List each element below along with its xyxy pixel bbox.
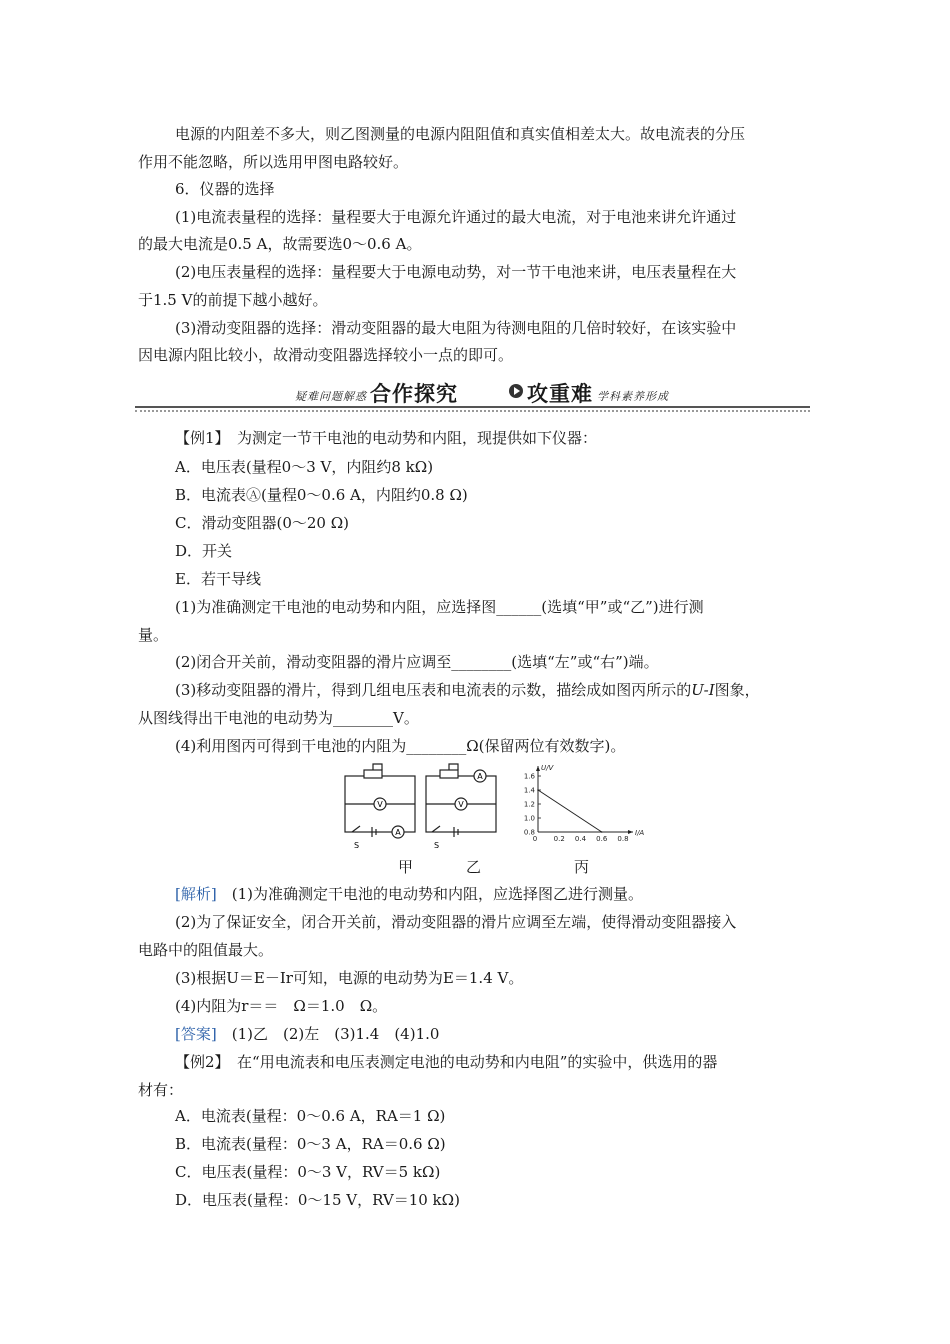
graph-x-axis-label: I/A [635,829,645,837]
graph-y-axis-label: U/V [541,764,554,772]
analysis-2-line-1: (2)为了保证安全，闭合开关前，滑动变阻器的滑片应调至左端，使得滑动变阻器接入 [175,913,737,931]
graph-y-tick-label: 1.4 [523,786,535,795]
example-1-question-1-line2: 量。 [138,626,169,644]
circuit-yi-slider [449,764,458,770]
example-1-heading: 【例1】 为测定一节干电池的电动势和内阻，现提供如下仪器： [175,429,598,447]
example-1-question-3-line1 [175,680,760,700]
graph-x-arrow [628,830,633,834]
q3-text-end: 图象， [714,681,760,699]
section-6-p1-line2: 的最大电流是0.5 A，故需要选0～0.6 A。 [138,235,422,253]
example-1-option-d: D．开关 [175,542,233,560]
example-2-heading-line2: 材有： [138,1081,184,1099]
example-1-question-3-line2: 从图线得出干电池的电动势为________V。 [138,709,419,727]
example-1-question-4: (4)利用图丙可得到干电池的内阻为________Ω(保留两位有效数字)。 [175,737,626,755]
example-1-option-c: C．滑动变阻器(0～20 Ω) [175,514,350,532]
graph-x-tick-label: 0.2 [553,835,565,843]
graph-y-tick-label: 1.2 [523,800,535,809]
graph-series-line [538,790,602,832]
section-banner [135,378,810,412]
circuit-and-graph-figure [340,762,660,854]
graph-y-tick-label: 1.6 [523,772,535,781]
example-2-option-c: C．电压表(量程：0～3 V，RV＝5 kΩ) [175,1163,441,1181]
banner-title-1: 合作探究 [370,382,458,406]
circuit-jia-s-label: S [354,841,360,850]
example-1-option-e: E．若干导线 [175,570,261,588]
graph-data-point [537,789,539,791]
section-6-title: 6．仪器的选择 [175,180,275,198]
answer-line [175,1024,439,1044]
example-1-option-b: B．电流表Ⓐ(量程0～0.6 A，内阻约0.8 Ω) [175,486,468,504]
section-6-p1-line1: (1)电流表量程的选择：量程要大于电源允许通过的最大电流，对于电池来讲允许通过 [175,208,737,226]
analysis-tag: [解析] [175,885,217,903]
example-2-heading: 【例2】 在“用电流表和电压表测定电池的电动势和内电阻”的实验中，供选用的器 [175,1053,718,1071]
banner-rule [135,406,810,408]
graph-y-tick-label: 0.8 [523,828,535,837]
graph-x-tick-label: 0.4 [574,835,587,843]
analysis-3: (3)根据U＝E－Ir可知，电源的电动势为E＝1.4 V。 [175,969,524,987]
analysis-1-text: (1)为准确测定干电池的电动势和内阻，应选择图乙进行测量。 [231,885,643,903]
example-1-question-2: (2)闭合开关前，滑动变阻器的滑片应调至________(选填“左”或“右”)端。 [175,653,659,671]
analysis-1-line-1 [175,884,643,904]
graph-x-tick-label: 0.6 [596,835,608,843]
circuit-jia-rheostat [364,770,382,778]
circuit-jia-a-label: A [395,828,401,837]
circuit-yi-v-label: V [458,800,464,809]
intro-line-2: 作用不能忽略，所以选用甲图电路较好。 [138,153,409,171]
example-1-question-1-line1: (1)为准确测定干电池的电动势和内阻，应选择图______(选填“甲”或“乙”)进行测 [175,598,704,616]
arrow-right-icon [509,384,523,398]
circuit-jia-slider [373,764,382,770]
graph-y-tick-label: 1.0 [523,814,535,823]
banner-dotted-rule [135,410,810,412]
section-6-p2-line2: 于1.5 V的前提下越小越好。 [138,291,328,309]
answer-text: (1)乙 (2)左 (3)1.4 (4)1.0 [231,1025,440,1043]
q3-ui-symbol: U-I [691,681,715,699]
circuit-jia-v-label: V [377,800,383,809]
graph-x-tick-label: 0 [532,835,538,843]
section-6-p2-line1: (2)电压表量程的选择：量程要大于电源电动势，对一节干电池来讲，电压表量程在大 [175,263,737,281]
graph-data-point [601,831,603,833]
example-2-option-b: B．电流表(量程：0～3 A，RA＝0.6 Ω) [175,1135,446,1153]
graph-x-tick-label: 0.8 [617,835,629,843]
analysis-2-line-2: 电路中的阻值最大。 [138,941,274,959]
intro-line-1: 电源的内阻差不多大，则乙图测量的电源内阻阻值和真实值相差太大。故电流表的分压 [175,125,746,143]
banner-right-caption: 学科素养形成 [597,390,669,403]
ui-graph [524,764,645,843]
graph-y-arrow [536,766,540,771]
figure-caption-jia: 甲 [398,858,414,876]
banner-title-2: 攻重难 [527,382,593,406]
example-2-option-a: A．电流表(量程：0～0.6 A，RA＝1 Ω) [175,1107,446,1125]
circuit-jia-switch [352,826,360,832]
answer-tag: [答案] [175,1025,217,1043]
circuit-yi-a-label: A [477,772,483,781]
circuit-yi-s-label: S [434,841,440,850]
figure-caption-yi: 乙 [466,858,482,876]
q3-text-start: (3)移动变阻器的滑片，得到几组电压表和电流表的示数，描绘成如图丙所示的 [175,681,692,699]
example-2-option-d: D．电压表(量程：0～15 V，RV＝10 kΩ) [175,1191,460,1209]
section-6-p3-line2: 因电源内阻比较小，故滑动变阻器选择较小一点的即可。 [138,346,514,364]
figure-caption-bing: 丙 [574,858,590,876]
circuit-yi-switch [432,826,440,832]
section-6-p3-line1: (3)滑动变阻器的选择：滑动变阻器的最大电阻为待测电阻的几倍时较好，在该实验中 [175,319,737,337]
analysis-4: (4)内阻为r＝＝ Ω＝1.0 Ω。 [175,997,388,1015]
circuit-yi-rheostat [440,770,458,778]
example-1-option-a: A．电压表(量程0～3 V，内阻约8 kΩ) [175,458,434,476]
banner-left-caption: 疑难问题解惑 [295,390,367,403]
